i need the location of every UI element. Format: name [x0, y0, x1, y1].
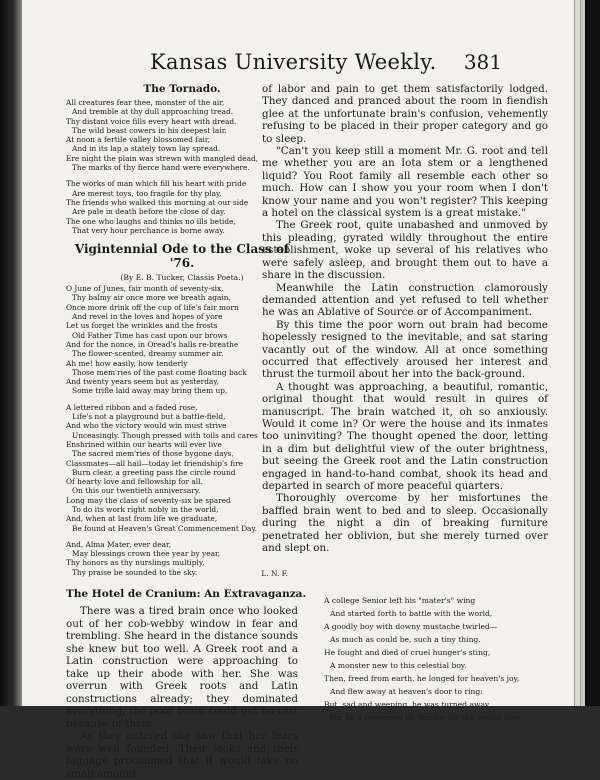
poem-line: And in its lap a stately town lay spread. [72, 144, 221, 154]
poem-line: Unceasingly. Though pressed with toils and cares [72, 430, 258, 440]
poem-line: The one who laughs and thinks no ills betide, [66, 216, 236, 226]
poem-line: The sacred mem'ries of those bygone days, [72, 449, 234, 459]
poem-line: Then, freed from earth, he longed for heaven's joy, [324, 674, 520, 684]
poem-line: As much as could be, such a tiny thing. [330, 635, 481, 645]
poem-line: Burn clear, a greeting pass the circle round [72, 467, 236, 477]
ode-signature: L. N. F. [261, 569, 288, 579]
poem-line: He fought and died of cruel hunger's sting, [324, 648, 491, 658]
poem-line: The works of man which fill his heart with pride [66, 179, 247, 189]
ode-title: Vigintennial Ode to the Class of '76. [74, 242, 290, 271]
senior-poem [324, 594, 546, 724]
page-edge [585, 0, 600, 706]
poem-line: Of hearty love and fellowship for all. [66, 477, 203, 487]
paragraph: There was a tired brain once who looked out of her cob-webby window in fear and trembling. She heard in the distance sounds she knew but too well. A Greek root and a Latin construction were approaching to take up their abode with her. She was overrun with Greek roots and Latin constructions already; they dominated everything; the poor brain could get no rest because of them. [66, 605, 298, 730]
poem-line: That very hour perchance is borne away. [72, 225, 225, 235]
poem-line: Classmates—all hail—today let friendship's fire [66, 458, 244, 468]
poem-line: The marks of thy fierce hand were everywhere. [72, 163, 250, 173]
poem-line: And twenty years seem but as yesterday, [66, 377, 219, 387]
poem-line: A lettered ribbon and a faded rose, [66, 402, 198, 412]
poem-line: On this our twentieth anniversary. [72, 486, 201, 496]
poem-line: And tremble at thy dull approaching tread. [72, 107, 234, 117]
poem-line: Thy distant voice fills every heart with dread. [66, 116, 237, 126]
paragraph: Meanwhile the Latin construction clamorously demanded attention and yet refused to tell whether he was an Ablative of Source or of Accompaniment. [262, 281, 548, 319]
poem-line: Life's not a playground but a battle-field, [72, 412, 226, 422]
poem-line: Long may the class of seventy-six be spared [66, 495, 231, 505]
poem-line: Let us forget the wrinkles and the frosts [66, 321, 218, 331]
poem-line: Some trifle laid away may bring them up, [72, 386, 228, 396]
paragraph: Thoroughly overcome by her misfortunes the baffled brain went to bed and to sleep. Occasionally during the night a din of breaking furniture penetrated her oblivion, but she merely turned over and slept on. [262, 492, 548, 555]
paragraph: By this time the poor worn out brain had become hopelessly resigned to the inevitable, and sat staring vacantly out of the window. All at once something occurred that effectively aroused her interest and thrust the turmoil about her into the back-ground. [262, 318, 548, 381]
paragraph: The Greek root, quite unabashed and unmoved by this pleading, gyrated wildly throughout the entire establishment, woke up several of his relatives who were safely asleep, and brought them out to have a share in the discussion. [262, 219, 548, 282]
tornado-title: The Tornado. [143, 83, 221, 95]
paragraph: of labor and pain to get them satisfactorily lodged. They danced and pranced about the room in fiendish glee at the unfortunate brain's confusion, vehemently refusing to be placed in their proper category and go to sleep. [262, 83, 548, 145]
poem-line: A goodly boy with downy mustache twirled— [324, 622, 498, 632]
book-spine [0, 0, 22, 706]
page-number: 381 [463, 50, 502, 74]
poem-line: Those mem'ries of the past come floating back [72, 367, 247, 377]
hotel-article-right [262, 83, 548, 554]
poem-line: To do its work right nobly in the world, [72, 504, 219, 514]
poem-line: And who the victory would win must strive [66, 421, 227, 431]
poem-line: May blessings crown thee year by year, [72, 549, 221, 559]
poem-line: Be found at Heaven's Great Commencement Day. [72, 523, 258, 533]
poem-line: At noon a fertile valley blossomed fair, [66, 135, 210, 145]
ode-byline: (By E. B. Tucker, Classis Poeta.) [120, 273, 244, 283]
poem-line: And for the nonce, in Oread's halls re-breathe [66, 339, 239, 349]
poem-line: And revel in the loves and hopes of yore [72, 312, 223, 322]
poem-line: Thy praise be sounded to the sky. [72, 567, 198, 577]
poem-line: Thy honors as thy nurslings multiply, [66, 558, 205, 568]
poem-line: Ere night the plain was strewn with mangled dead, [66, 153, 259, 163]
hotel-title: The Hotel de Cranium: An Extravaganza. [66, 588, 307, 601]
poem-line: Thy balmy air once more we breath again, [72, 293, 231, 303]
poem-line: Are merest toys, too fragile for thy play, [72, 188, 222, 198]
paragraph: As they entered she saw that her fears were well founded. Their looks and their luggage proclaimed that it would take no small amount [66, 730, 298, 780]
page-header [150, 50, 502, 80]
poem-line: A college Senior left his "mater's" wing [324, 596, 476, 606]
paragraph: "Can't you keep still a moment Mr. G. root and tell me whether you are an Iota stem or a lengthened liquid? You Root family all resemble each other so much. How can I show you your room when I don't know your name and you won't register? This keeping a hotel on the classical system is a great mistake." [262, 145, 548, 220]
poem-line: Old Father Time has cast upon our brows [72, 330, 228, 340]
poem-line: The friends who walked this morning at our side [66, 197, 249, 207]
poem-line: Once more drink off the cup of life's fair morn [66, 302, 239, 312]
poem-line: For he'd rehearsed on Sunday for the Senior play. [330, 713, 522, 723]
poem-line: The wild beast cowers in his deepest lair. [72, 125, 227, 135]
paragraph: A thought was approaching, a beautiful, romantic, original thought that would result in quires of manuscript. The brain watched it, oh so anxiously. Would it come in? Or were the house and its inmates too uninviting? The thought opened the door, letting in a dim but delightful view of the outer brightness, but seeing the Greek root and the Latin construction engaged in hand-to-hand combat, shook its head and departed in search of more peaceful quarters. [262, 380, 548, 492]
poem-line: And, Alma Mater, ever dear, [66, 539, 172, 549]
poem-line: Are pale in death before the close of day. [72, 207, 226, 217]
poem-line: Enshrined within our hearts will ever live [66, 439, 222, 449]
poem-line: The flower-scented, dreamy summer air. [72, 349, 224, 359]
poem-line: All creatures fear thee, monster of the air, [66, 98, 225, 107]
poem-line: And, when at last from life we graduate, [66, 514, 218, 524]
poem-line: A monster new to this celestial boy. [330, 661, 467, 671]
poem-line: And started forth to battle with the world, [330, 609, 493, 619]
poem-line: O June of Junes, fair month of seventy-six, [66, 284, 224, 294]
poem-line: And flew away at heaven's door to ring: [330, 687, 483, 697]
poem-line: Ah me! how easily, how tenderly [66, 358, 188, 368]
poem-line: But, sad and weeping, he was turned away, [324, 700, 491, 710]
right-column [262, 83, 548, 724]
publication-title: Kansas University Weekly. [150, 50, 437, 74]
